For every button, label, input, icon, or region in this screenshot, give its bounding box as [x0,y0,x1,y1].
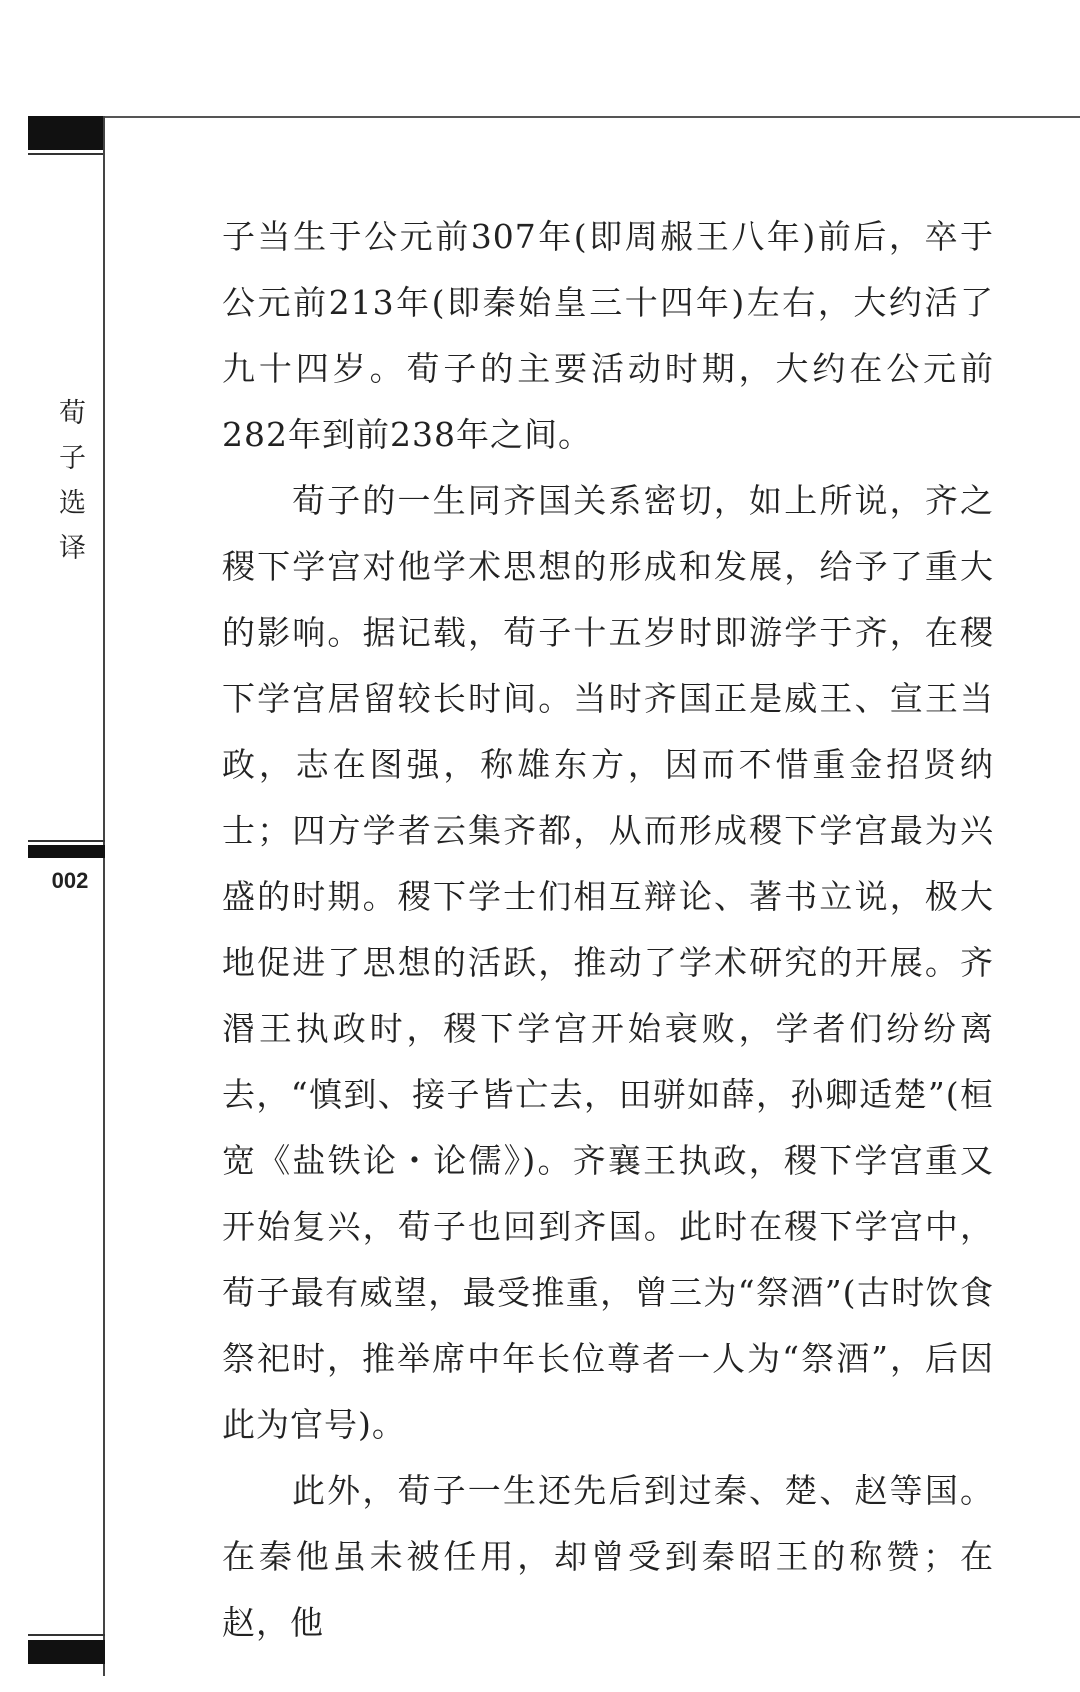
margin-bar-top [28,116,105,150]
header-rule [97,116,1080,118]
paragraph-1: 子当生于公元前307年(即周赧王八年)前后，卒于公元前213年(即秦始皇三十四年)左右，大约活了九十四岁。荀子的主要活动时期，大约在公元前282年到前238年之间。 [222,217,994,454]
body-text [222,204,994,1656]
margin-rule-bottom [28,1634,105,1636]
margin-rule-top [28,153,105,155]
margin-rule-middle [28,840,105,842]
page-number: 002 [51,868,89,893]
margin-bar-middle [28,845,105,858]
paragraph-3: 此外，荀子一生还先后到过秦、楚、赵等国。在秦他虽未被任用，却曾受到秦昭王的称赞；在赵，他 [222,1471,994,1642]
margin-bar-bottom [28,1640,105,1664]
margin-divider [103,116,105,1676]
running-title: 荀子选译 [54,398,85,578]
paragraph-2: 荀子的一生同齐国关系密切，如上所说，齐之稷下学宫对他学术思想的形成和发展，给予了重大的影响。据记载，荀子十五岁时即游学于齐，在稷下学宫居留较长时间。当时齐国正是威王、宣王当政，志在图强，称雄东方，因而不惜重金招贤纳士；四方学者云集齐都，从而形成稷下学宫最为兴盛的时期。稷下学士们相互辩论、著书立说，极大地促进了思想的活跃，推动了学术研究的开展。齐湣王执政时，稷下学宫开始衰败，学者们纷纷离去，“慎到、接子皆亡去，田骈如薛，孙卿适楚”(桓宽《盐铁论・论儒》)。齐襄王执政，稷下学宫重又开始复兴，荀子也回到齐国。此时在稷下学宫中，荀子最有威望，最受推重，曾三为“祭酒”(古时饮食祭祀时，推举席中年长位尊者一人为“祭酒”，后因此为官号)。 [222,481,994,1444]
